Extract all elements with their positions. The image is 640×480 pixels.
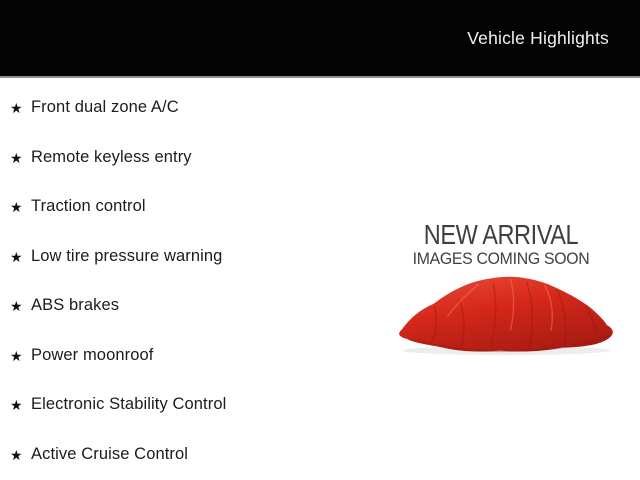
vehicle-highlights-list [0, 82, 390, 479]
highlight-label: Remote keyless entry [31, 147, 192, 166]
star-icon: ★ [10, 397, 23, 414]
new-arrival-placeholder [390, 221, 612, 269]
star-icon: ★ [10, 199, 23, 216]
list-item [0, 83, 390, 133]
star-icon: ★ [10, 100, 23, 117]
highlight-label: Active Cruise Control [31, 444, 189, 463]
star-icon: ★ [10, 248, 23, 265]
list-item [0, 430, 390, 480]
highlight-label: Power moonroof [31, 345, 154, 364]
star-icon: ★ [10, 149, 23, 166]
list-item [0, 380, 390, 430]
highlight-label: ABS brakes [31, 296, 120, 315]
highlight-label: Traction control [31, 197, 146, 216]
cloth-silhouette [399, 277, 613, 352]
new-arrival-text: NEW ARRIVAL [423, 219, 579, 250]
highlight-label: Front dual zone A/C [31, 98, 179, 117]
header-bar [0, 0, 640, 78]
covered-car-image [397, 271, 615, 357]
list-item [0, 281, 390, 331]
page-title: Vehicle Highlights [467, 27, 609, 48]
highlight-label: Electronic Stability Control [31, 395, 227, 414]
star-icon: ★ [10, 347, 23, 364]
list-item [0, 182, 390, 232]
images-coming-soon-text: IMAGES COMING SOON [412, 249, 590, 268]
list-item [0, 331, 390, 381]
star-icon: ★ [10, 446, 23, 463]
list-item [0, 133, 390, 183]
highlight-label: Low tire pressure warning [31, 246, 223, 265]
list-item [0, 232, 390, 282]
star-icon: ★ [10, 298, 23, 315]
